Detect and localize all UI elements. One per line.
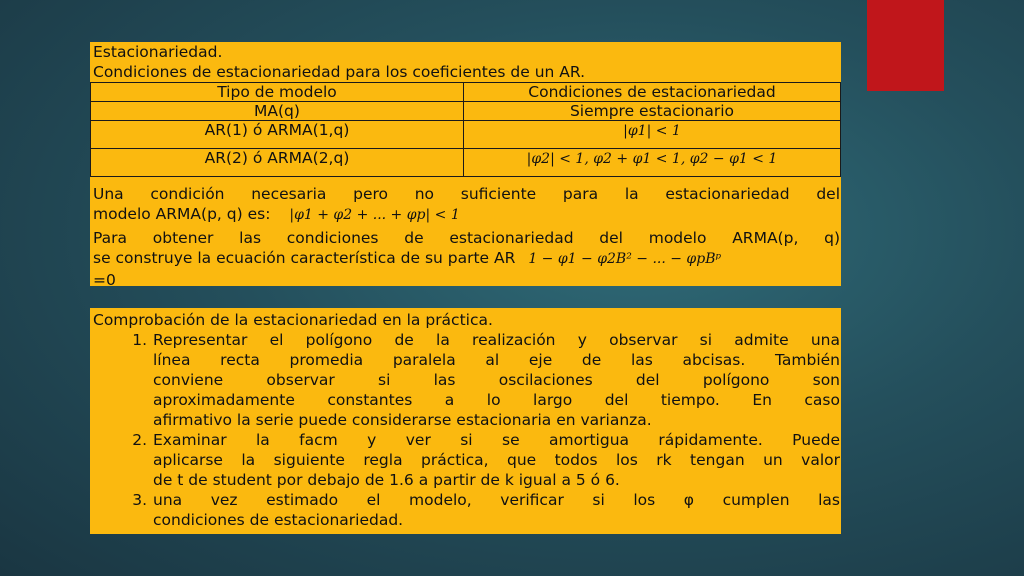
list-number: 2. xyxy=(132,431,147,449)
red-accent-block xyxy=(867,0,944,91)
list-number: 1. xyxy=(132,331,147,349)
list-text xyxy=(153,490,841,530)
table-row xyxy=(91,149,841,177)
char-equation-line1: Para obtener las condiciones de estacionariedad del modelo ARMA(p, q) xyxy=(93,229,840,247)
list-text-row: Examinar la facm y ver si se amortigua rápidamente. Puede xyxy=(153,431,840,449)
char-equation-line2 xyxy=(90,248,841,270)
panel-heading: Comprobación de la estacionariedad en la práctica. xyxy=(93,311,493,329)
panel-subheading: Condiciones de estacionariedad para los coeficientes de un AR. xyxy=(93,63,586,81)
condition-formula: |φ1| < 1 xyxy=(623,122,681,139)
table-header-row xyxy=(91,83,841,102)
char-equation-line3: =0 xyxy=(93,271,116,289)
stationarity-panel xyxy=(90,42,841,289)
char-equation-text: se construye la ecuación característica de su parte AR xyxy=(93,249,516,267)
table-header: Condiciones de estacionariedad xyxy=(464,83,841,102)
list-text-row: conviene observar si las oscilaciones del polígono son xyxy=(153,371,840,389)
list-number: 3. xyxy=(132,491,147,509)
necessary-condition-line1: Una condición necesaria pero no suficiente para la estacionariedad del xyxy=(93,185,840,203)
table-cell-condition: Siempre estacionario xyxy=(464,102,841,121)
list-item xyxy=(90,330,841,430)
list-text-row: Representar el polígono de la realización y observar si admite una xyxy=(153,331,840,349)
table-cell-model: AR(2) ó ARMA(2,q) xyxy=(91,149,464,177)
necessary-condition-line2 xyxy=(90,204,841,226)
necessary-condition-text: modelo ARMA(p, q) es: xyxy=(93,205,271,223)
conditions-table xyxy=(90,82,841,177)
list-item xyxy=(90,490,841,530)
list-text-row: de t de student por debajo de 1.6 a partir de k igual a 5 ó 6. xyxy=(153,471,620,489)
list-text xyxy=(153,430,841,490)
practice-check-panel xyxy=(90,308,841,534)
table-row xyxy=(91,102,841,121)
list-text-row: aplicarse la siguiente regla práctica, que todos los rk tengan un valor xyxy=(153,451,840,469)
table-cell-condition xyxy=(464,121,841,149)
list-text-row: afirmativo la serie puede considerarse estacionaria en varianza. xyxy=(153,411,652,429)
list-text-row: una vez estimado el modelo, verificar si los φ cumplen las xyxy=(153,491,840,509)
list-item xyxy=(90,430,841,490)
table-cell-model: AR(1) ó ARMA(1,q) xyxy=(91,121,464,149)
list-text-row: aproximadamente constantes a lo largo del tiempo. En caso xyxy=(153,391,840,409)
panel-heading: Estacionariedad. xyxy=(93,43,223,61)
list-text-row: línea recta promedia paralela al eje de las abcisas. También xyxy=(153,351,840,369)
condition-formula: |φ2| < 1, φ2 + φ1 < 1, φ2 − φ1 < 1 xyxy=(526,150,778,167)
list-text xyxy=(153,330,841,430)
char-equation-formula: 1 − φ1 − φ2B² − ... − φpBᵖ xyxy=(528,250,722,267)
list-text-row: condiciones de estacionariedad. xyxy=(153,511,404,529)
table-cell-model: MA(q) xyxy=(91,102,464,121)
table-cell-condition xyxy=(464,149,841,177)
table-row xyxy=(91,121,841,149)
necessary-condition-formula: |φ1 + φ2 + ... + φp| < 1 xyxy=(289,206,460,223)
table-header: Tipo de modelo xyxy=(91,83,464,102)
